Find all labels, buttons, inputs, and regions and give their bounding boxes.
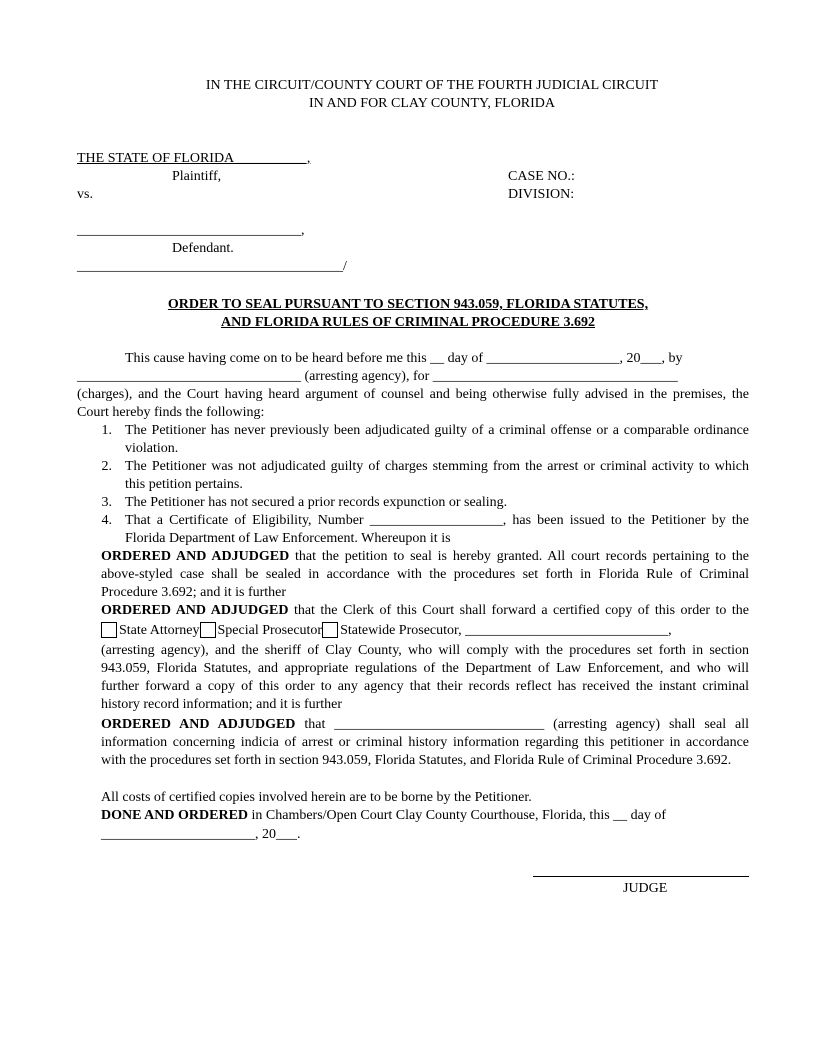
intro-line-4: Court hereby finds the following: (77, 405, 265, 420)
order1-line-1 (101, 548, 749, 566)
state-attorney-label: State Attorney (119, 623, 200, 638)
finding-4-line-2: Florida Department of Law Enforcement. Whereupon it is (125, 531, 451, 546)
caption-end-line: ______________________________________/ (77, 259, 347, 274)
intro-line-3: (charges), and the Court having heard argument of counsel and being otherwise fully advised in the premises, the (77, 387, 749, 402)
order2-line-1-text: that the Clerk of this Court shall forward a certified copy of this order to the (288, 603, 749, 618)
order-title-line1 (0, 296, 816, 314)
plaintiff-name (77, 150, 310, 168)
done-and-ordered-line (101, 807, 666, 825)
order2-line-3: (arresting agency), and the sheriff of Clay County, who will comply with the procedures set forth in section (101, 643, 749, 658)
finding-number: 1. (101, 423, 112, 438)
order2-checkbox-line (101, 622, 672, 640)
finding-1-line-1: The Petitioner has never previously been adjudicated guilty of a criminal offense or a comparable ordinance (125, 423, 749, 438)
order1-line-2: above-styled case shall be sealed in accordance with the procedures set forth in Florida Rule of Criminal (101, 567, 749, 582)
defendant-name-blank: ________________________________, (77, 223, 305, 238)
special-prosecutor-label: Special Prosecutor (217, 623, 323, 638)
done-date-line: ______________________, 20___. (101, 827, 301, 842)
order2-line-5: further forward a copy of this order to any agency that their records reflect has received the instant criminal (101, 679, 749, 694)
finding-2-line-2: this petition pertains. (125, 477, 243, 492)
defendant-label: Defendant. (172, 241, 234, 256)
agency-blank: _____________________________, (461, 623, 672, 638)
order2-line-1 (101, 602, 749, 620)
done-text: in Chambers/Open Court Clay County Courthouse, Florida, this __ day of (248, 808, 667, 823)
ordered-label: ORDERED AND ADJUDGED (101, 717, 296, 732)
finding-4-line-1: That a Certificate of Eligibility, Number ___________________, has been issued to the Petitioner by the (125, 513, 749, 528)
statewide-prosecutor-label: Statewide Prosecutor, (340, 623, 462, 638)
court-heading-line2: IN AND FOR CLAY COUNTY, FLORIDA (308, 96, 556, 111)
done-label: DONE AND ORDERED (101, 808, 249, 823)
order3-line-1-text: that ______________________________ (arresting agency) shall seal all (295, 717, 750, 732)
statewide-prosecutor-checkbox[interactable] (322, 622, 338, 638)
finding-number: 2. (101, 459, 112, 474)
finding-1-line-2: violation. (125, 441, 179, 456)
ordered-label: ORDERED AND ADJUDGED (101, 549, 290, 564)
plaintiff-label: Plaintiff, (172, 169, 222, 184)
order-title-line2 (0, 314, 816, 332)
case-no-label: CASE NO.: (508, 169, 575, 184)
order2-line-4: 943.059, Florida Statutes, and appropriate regulations of the Department of Law Enforcement, and who will (101, 661, 749, 676)
judge-label: JUDGE (623, 881, 668, 896)
state-attorney-checkbox[interactable] (101, 622, 117, 638)
finding-number: 3. (101, 495, 112, 510)
order3-line-3: with the procedures set forth in section 943.059, Florida Statutes, and Florida Rule of Criminal Procedure 3.692. (101, 753, 732, 768)
costs-statement: All costs of certified copies involved herein are to be borne by the Petitioner. (101, 790, 532, 805)
finding-2-line-1: The Petitioner was not adjudicated guilty of charges stemming from the arrest or criminal activity to which (125, 459, 749, 474)
special-prosecutor-checkbox[interactable] (200, 622, 216, 638)
intro-line-1: This cause having come on to be heard before me this __ day of ___________________, 20___, by (125, 351, 683, 366)
ordered-label: ORDERED AND ADJUDGED (101, 603, 289, 618)
intro-line-2: ________________________________ (arresting agency), for ___________________________________ (77, 369, 678, 384)
division-label: DIVISION: (508, 187, 575, 202)
finding-number: 4. (101, 513, 112, 528)
order1-line-1-text: that the petition to seal is hereby granted. All court records pertaining to the (289, 549, 749, 564)
order-title-line2-text: AND FLORIDA RULES OF CRIMINAL PROCEDURE 3.692 (220, 315, 595, 330)
court-heading-line1: IN THE CIRCUIT/COUNTY COURT OF THE FOURTH JUDICIAL CIRCUIT (205, 78, 659, 93)
order1-line-3: Procedure 3.692; and it is further (101, 585, 287, 600)
order2-line-6: history record information; and it is further (101, 697, 343, 712)
order-title-line1-text: ORDER TO SEAL PURSUANT TO SECTION 943.059, FLORIDA STATUTES, (167, 297, 649, 312)
signature-line (533, 876, 749, 877)
finding-3-line-1: The Petitioner has not secured a prior records expunction or sealing. (125, 495, 508, 510)
order3-line-1 (101, 716, 749, 734)
plaintiff-name-text: THE STATE OF FLORIDA __________, (77, 151, 311, 166)
order3-line-2: information concerning indicia of arrest or criminal history information regarding this petitioner in accordance (101, 735, 749, 750)
vs-label: vs. (77, 187, 93, 202)
